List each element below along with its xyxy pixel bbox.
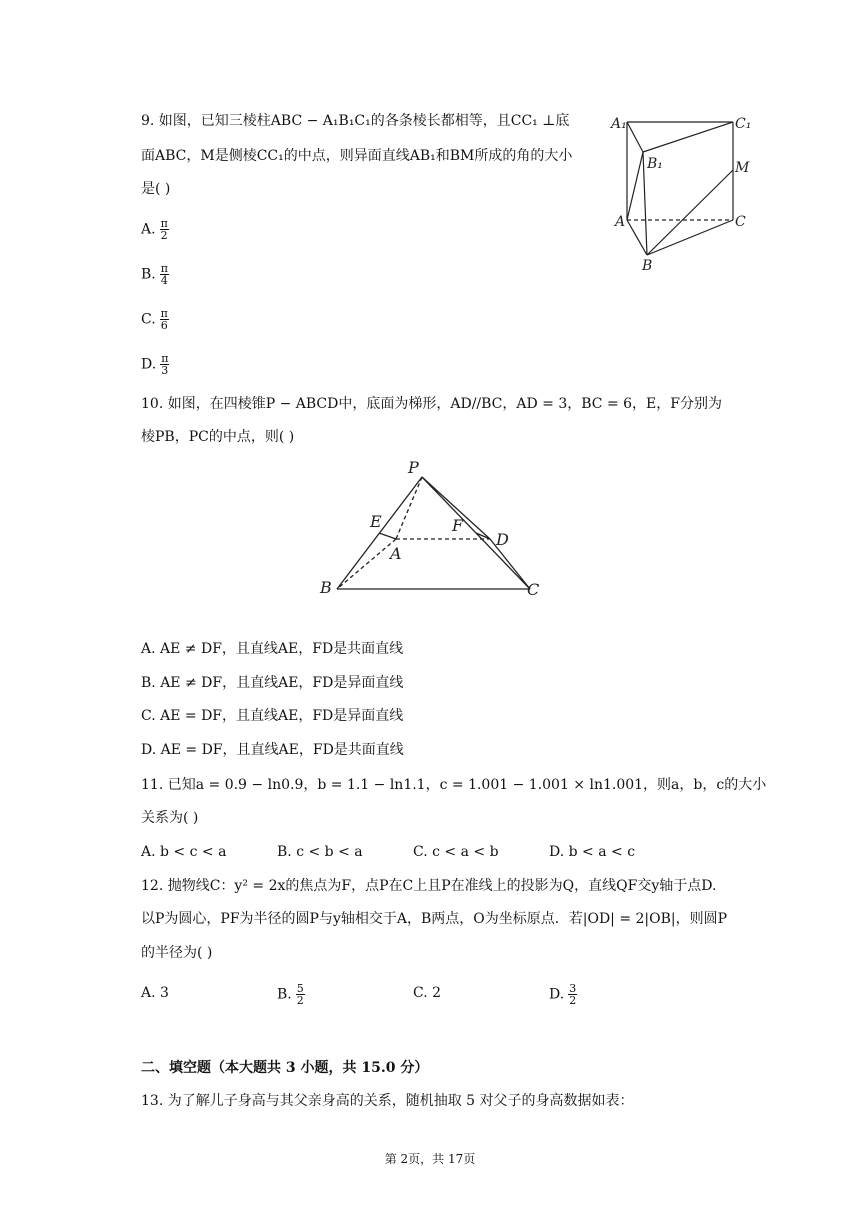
option-label: D. xyxy=(141,356,157,373)
q12-line1: 12. 抛物线C：y² = 2x的焦点为F，点P在C上且P在准线上的投影为Q，直线QF交y轴于点D. xyxy=(141,878,717,894)
label-a: A xyxy=(390,544,402,563)
label-c: C xyxy=(527,580,540,599)
edge-ab xyxy=(337,539,396,589)
q9-option-d xyxy=(141,353,169,376)
label-e: E xyxy=(370,512,382,531)
q11-line2: 关系为( ) xyxy=(141,810,199,826)
denominator: 6 xyxy=(160,319,168,332)
label-b: B xyxy=(642,258,653,274)
numerator: 5 xyxy=(296,982,304,995)
q9-option-a xyxy=(141,218,169,241)
option-label: B. xyxy=(141,266,156,283)
fraction xyxy=(160,308,169,331)
q10-line2: 棱PB，PC的中点，则( ) xyxy=(141,429,295,445)
option-label: B. xyxy=(277,986,292,1003)
q12-option-d xyxy=(549,983,577,1006)
q9-option-c xyxy=(141,308,169,331)
q11-option-b: B. c < b < a xyxy=(277,844,363,860)
label-p: P xyxy=(408,458,419,477)
q12-option-a: A. 3 xyxy=(141,985,169,1001)
numerator: π xyxy=(161,352,169,365)
q12-line3: 的半径为( ) xyxy=(141,945,213,961)
edge-ab xyxy=(627,220,647,255)
label-f: F xyxy=(452,516,464,535)
numerator: π xyxy=(160,307,168,320)
label-b1: B₁ xyxy=(647,156,663,172)
q11-option-c: C. c < a < b xyxy=(413,844,499,860)
edge-a1b1 xyxy=(627,122,643,152)
fraction xyxy=(160,353,169,376)
denominator: 2 xyxy=(296,994,304,1007)
page-footer: 第 2页，共 17页 xyxy=(384,1152,476,1166)
edge-b1c1 xyxy=(643,122,733,152)
section-heading: 二、填空题（本大题共 3 小题，共 15.0 分） xyxy=(141,1060,429,1076)
label-b: B xyxy=(320,578,332,597)
fraction xyxy=(296,983,305,1006)
q10-option-b: B. AE ≠ DF，且直线AE，FD是异面直线 xyxy=(141,675,404,691)
segment-ab1 xyxy=(627,152,643,220)
label-a: A xyxy=(615,214,626,230)
q9-line3: 是( ) xyxy=(141,181,171,197)
label-c: C xyxy=(735,214,746,230)
edge-pa xyxy=(396,477,422,539)
q12-option-b xyxy=(277,983,305,1006)
q12-line2: 以P为圆心，PF为半径的圆P与y轴相交于A，B两点，O为坐标原点．若|OD| = 2|OB|，则圆P xyxy=(141,911,728,927)
q9-line2: 面ABC，M是侧棱CC₁的中点，则异面直线AB₁和BM所成的角的大小 xyxy=(141,148,573,164)
q9-line1: 9. 如图，已知三棱柱ABC − A₁B₁C₁的各条棱长都相等，且CC₁ ⊥底 xyxy=(141,113,570,129)
pyramid-figure xyxy=(312,455,552,605)
option-label: D. xyxy=(549,986,565,1003)
denominator: 3 xyxy=(161,364,169,377)
q10-option-c: C. AE = DF，且直线AE，FD是异面直线 xyxy=(141,708,404,724)
label-c1: C₁ xyxy=(735,116,752,132)
prism-figure xyxy=(605,110,755,275)
label-a1: A₁ xyxy=(611,116,627,132)
q12-option-c: C. 2 xyxy=(413,985,442,1001)
q10-option-a: A. AE ≠ DF，且直线AE，FD是共面直线 xyxy=(141,641,404,657)
segment-ae xyxy=(379,533,396,539)
q10-option-d: D. AE = DF，且直线AE，FD是共面直线 xyxy=(141,742,404,758)
fraction xyxy=(568,983,577,1006)
fraction xyxy=(160,218,169,241)
q9-option-b xyxy=(141,263,169,286)
edge-bc xyxy=(647,220,733,255)
option-label: A. xyxy=(141,221,156,238)
numerator: π xyxy=(160,262,168,275)
denominator: 2 xyxy=(569,994,577,1007)
option-label: C. xyxy=(141,311,156,328)
q11-option-a: A. b < c < a xyxy=(141,844,227,860)
q11-line1: 11. 已知a = 0.9 − ln0.9，b = 1.1 − ln1.1，c = 1.001 − 1.001 × ln1.001，则a，b，c的大小 xyxy=(141,777,767,793)
q13-line1: 13. 为了解儿子身高与其父亲身高的关系，随机抽取 5 对父子的身高数据如表： xyxy=(141,1093,634,1109)
segment-bm xyxy=(647,170,733,255)
q10-line1: 10. 如图，在四棱锥P − ABCD中，底面为梯形，AD//BC，AD = 3，BC = 6，E，F分别为 xyxy=(141,396,722,412)
numerator: π xyxy=(160,217,168,230)
q11-option-d: D. b < a < c xyxy=(549,844,636,860)
denominator: 2 xyxy=(160,229,168,242)
label-m: M xyxy=(735,160,750,176)
numerator: 3 xyxy=(569,982,577,995)
denominator: 4 xyxy=(160,274,168,287)
label-d: D xyxy=(496,530,509,549)
fraction xyxy=(160,263,169,286)
